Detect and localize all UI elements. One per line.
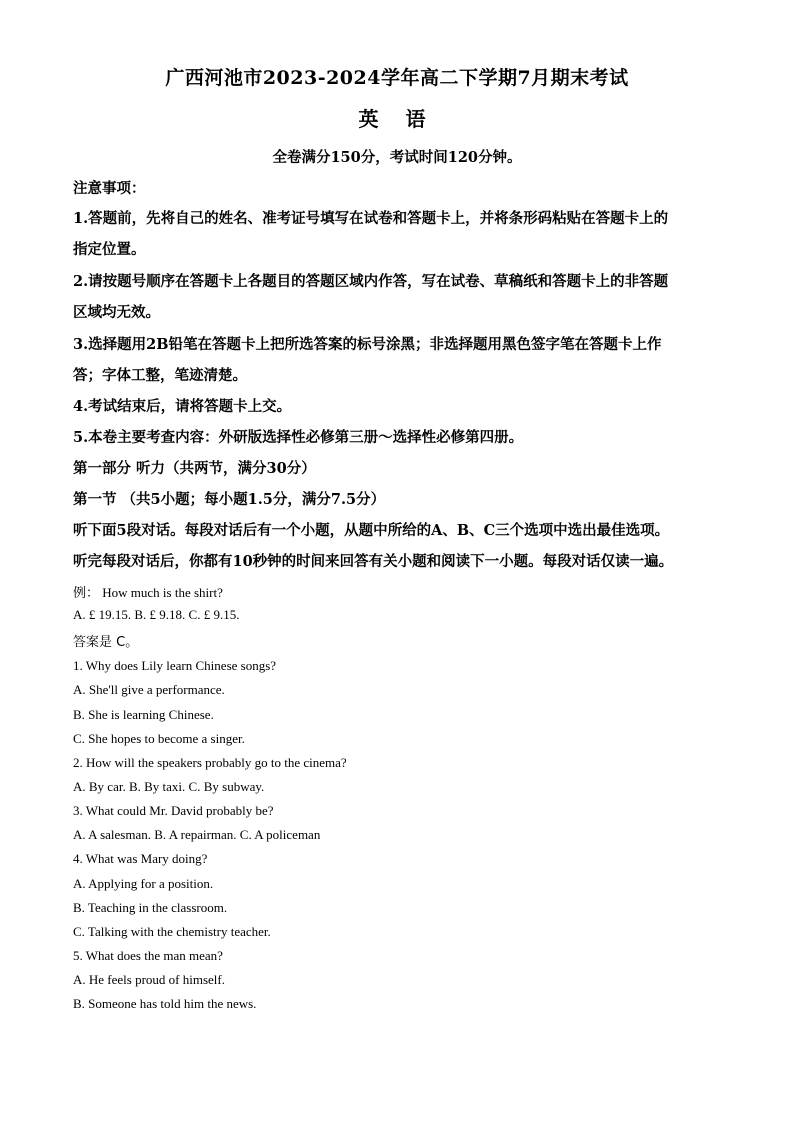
part-1-heading: 第一部分 听力（共两节，满分30分）	[73, 460, 316, 477]
note-1-line-2: 指定位置。	[73, 241, 146, 258]
note-3-line-1: 3.选择题用2B铅笔在答题卡上把所选答案的标号涂黑；非选择题用黑色签字笔在答题卡上作	[73, 336, 662, 353]
section-1-heading: 第一节 （共5小题；每小题1.5分，满分7.5分）	[73, 491, 386, 508]
example-question: 例： How much is the shirt?	[73, 585, 223, 600]
question-5: 5. What does the man mean?	[73, 948, 223, 963]
question-5-option-b: B. Someone has told him the news.	[73, 996, 257, 1011]
question-4-option-c: C. Talking with the chemistry teacher.	[73, 924, 271, 939]
note-2-line-2: 区域均无效。	[73, 304, 160, 321]
notes-heading: 注意事项：	[73, 180, 146, 197]
example-answer: 答案是 C。	[73, 635, 139, 650]
question-1-option-c: C. She hopes to become a singer.	[73, 731, 245, 746]
note-2-line-1: 2.请按题号顺序在答题卡上各题目的答题区域内作答，写在试卷、草稿纸和答题卡上的非答题	[73, 273, 669, 290]
instruction-line-1: 听下面5段对话。每段对话后有一个小题，从题中所给的A、B、C三个选项中选出最佳选项。	[73, 522, 670, 539]
question-1-option-a: A. She'll give a performance.	[73, 682, 225, 697]
question-5-option-a: A. He feels proud of himself.	[73, 972, 225, 987]
example-options: A. £ 19.15. B. £ 9.18. C. £ 9.15.	[73, 607, 240, 622]
question-4-option-a: A. Applying for a position.	[73, 876, 214, 891]
note-1-line-1: 1.答题前，先将自己的姓名、准考证号填写在试卷和答题卡上，并将条形码粘贴在答题卡上的	[73, 210, 669, 227]
subject-title: 英 语	[358, 107, 436, 131]
question-2-options: A. By car. B. By taxi. C. By subway.	[73, 779, 265, 794]
instruction-line-2: 听完每段对话后，你都有10秒钟的时间来回答有关小题和阅读下一小题。每段对话仅读一遍。	[73, 553, 674, 570]
exam-meta: 全卷满分150分，考试时间120分钟。	[272, 149, 522, 166]
exam-title: 广西河池市2023-2024学年高二下学期7月期末考试	[165, 67, 629, 89]
question-4: 4. What was Mary doing?	[73, 851, 208, 866]
question-1: 1. Why does Lily learn Chinese songs?	[73, 658, 277, 673]
question-2: 2. How will the speakers probably go to the cinema?	[73, 755, 347, 770]
question-3-options: A. A salesman. B. A repairman. C. A policeman	[73, 827, 321, 842]
question-1-option-b: B. She is learning Chinese.	[73, 707, 214, 722]
note-5: 5.本卷主要考查内容：外研版选择性必修第三册～选择性必修第四册。	[73, 429, 524, 446]
note-4: 4.考试结束后，请将答题卡上交。	[73, 398, 292, 415]
question-4-option-b: B. Teaching in the classroom.	[73, 900, 228, 915]
note-3-line-2: 答；字体工整，笔迹清楚。	[73, 367, 247, 384]
question-3: 3. What could Mr. David probably be?	[73, 803, 274, 818]
